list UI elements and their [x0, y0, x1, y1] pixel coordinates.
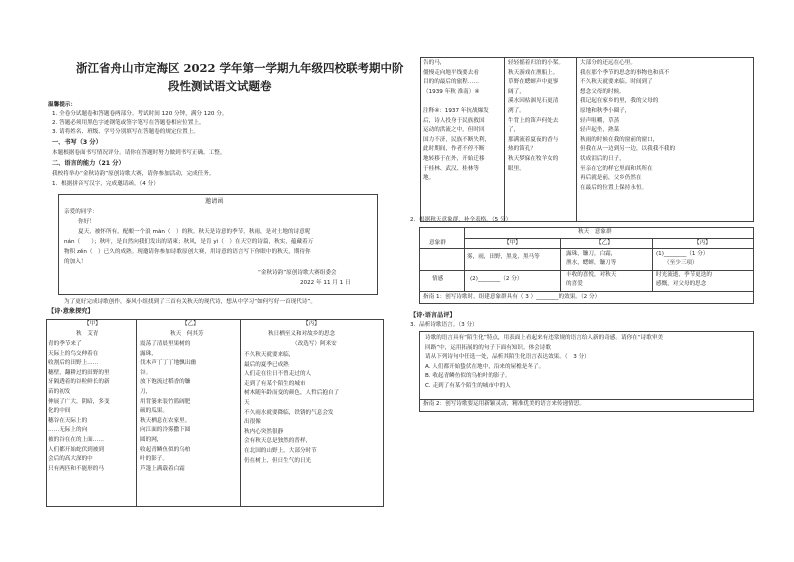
poem-line: 只有两匹和不能形的马 [48, 465, 104, 472]
poem-line: 伐木声丁丁丁地飘出幽 [140, 360, 196, 367]
page-title-line1: 浙江省舟山市定海区 2022 学年第一学期九年级四校联考期中阶 [76, 61, 404, 75]
poem-bing-body [244, 351, 339, 466]
poem-line: 告的马， [423, 60, 446, 66]
emotion-bing-1: 时光流逝，季节更迭的 [656, 272, 712, 278]
invitation-line-2: nán（ ）；秋叶，是自然向我们发出的请柬；秋风，是肯 yì（ ）在天空的诗篇，秋实，蕴藏着万 [64, 239, 314, 245]
imagery-header-yi: 【乙】 [596, 240, 613, 246]
invitation-line-4: 的加入！ [64, 259, 87, 265]
invitation-sign-org: “金秋诗韵”原创诗歌大赛组委会 [258, 270, 337, 276]
poem-line: 不久雨水就要降临，铁锈的气息会发 [244, 409, 334, 416]
poem-line: 圆的网， [140, 436, 163, 443]
invitation-sign-date: 2022 年 11 月 1 日 [300, 280, 351, 286]
poem-line: ……无际上的向 [48, 427, 88, 434]
instruction-item-1: 1. 全卷分试题卷和答题卷两部分。考试时间 120 分钟，满分 120 分。 [52, 111, 228, 117]
poem-line: 放下饱流过稻香的镰 [140, 379, 191, 386]
poem-line: 仍在树上，但日生气的日光 [244, 457, 312, 464]
poem-line: 眼里。 [508, 165, 525, 172]
poem-line: 收起青鳞鱼似的乌柏 [140, 446, 191, 453]
instruction-item-2: 2. 答题必须用黑色字迹钢笔或签字笔写在答题卷相应位置上。 [52, 120, 205, 126]
poem-line: 于桂林、武汉、桂林等 [423, 165, 479, 172]
section1-text: 本题根据卷面书写情况评分。请你在答题时努力做到书写正确、工整。 [52, 150, 226, 156]
poem-line: 出很像 [244, 419, 261, 426]
poem-line: 不久秋天就要来临。时间到了 [580, 79, 653, 86]
emotion-jia[interactable]: (2)________（2 分） [470, 276, 523, 282]
poem-line: 草野在蟋蟀声中更寥 [508, 79, 559, 86]
poem-line: 在北国的山野上，大部分时节 [244, 447, 317, 454]
instruction-item-3: 3. 请将姓名、班级、学号分别填写在答题卷的规定位置上。 [52, 129, 199, 135]
invitation-line-3: 物积 zěn（ ）已久的成熟。现邀请你参加诗歌原创大赛，用诗意的语言写下你眼中的秋天，期待你 [64, 249, 311, 255]
poem-line: 热的笛孔？ [508, 146, 536, 153]
question-1: 1．根据拼音写汉字，完成邀请函。（4 分） [52, 181, 159, 187]
poem-line: 苗的初发 [48, 388, 71, 395]
guide-2: 指南 2：创写诗歌要运用新颖灵动，精准优美的语言来传递情思。 [423, 401, 585, 407]
poem-line: 刀， [140, 388, 152, 395]
poem-line: 想念父母的时候。 [580, 88, 625, 95]
poem-yi-title: 秋天 何其芳 [170, 331, 204, 337]
poem-line: 谷。 [140, 369, 152, 376]
poem-line [423, 97, 490, 107]
poem-jia-header: 【甲】 [84, 321, 101, 327]
poem-line: 叶的影子。 [140, 456, 168, 463]
poem-line: 穗谷在天际上的 [48, 417, 88, 424]
poem-line: 注释④：1937 年抗战爆发 [423, 107, 489, 114]
section1-heading: 一、书写（3 分） [52, 139, 102, 146]
poem-line: 再后就是前，父乡仍然在 [580, 175, 642, 182]
poem-line: 露珠， [140, 350, 157, 357]
poem-line: 我在那个季节的思念的事物也和真不 [580, 69, 670, 76]
language-line: A. 人们都开始蛰伏在地中，沿来的屋檐是冬了。 [425, 363, 545, 370]
poem-bing-continued [580, 59, 675, 193]
poem-line: 目的的最后的旅程…… [423, 79, 479, 86]
imagery-bing-1[interactable]: (1)________（1 分） [656, 251, 709, 257]
imagery-row-label: 意象群 [429, 240, 446, 246]
imagery-bing-2: （至少三项） [664, 260, 698, 266]
poem-line: 用背篓来装竹篮阔肥 [140, 398, 191, 405]
poem-line: 秋内心突然很静 [244, 428, 284, 435]
imagery-yi-1: 露珠，镰刀，白霜， [566, 251, 617, 257]
language-line: B. 收起青鳞鱼似的乌桕叶的影子。 [425, 373, 511, 380]
instructions-heading: 温馨提示： [48, 102, 76, 108]
poems-heading: 【诗·意象探究】 [48, 308, 94, 315]
poem-line: 化的中间 [48, 408, 71, 415]
poem-line: 轻声咀嚼，草蒸 [580, 117, 620, 124]
poem-line: 轻声起坐，熟菜 [580, 127, 620, 134]
poem-line: 但我在从一边到另一边，以我我不我的 [580, 146, 676, 153]
emotion-row-label: 情感 [432, 276, 444, 282]
poem-line: 牙隔透着的谷粒鲜长的新 [48, 379, 110, 386]
section2-intro: 我校将举办“金秋诗韵”原创诗歌大赛，请你参加活动，完成任务。 [52, 171, 215, 177]
poem-line: 伸展了广大，阴暗，多变 [48, 398, 110, 405]
poem-line: 被的谷在在的上面…… [48, 436, 104, 443]
poem-line: 秋天栖息在农家里。 [140, 417, 191, 424]
poem-line: 天 [244, 399, 250, 406]
language-line: C. 走到了有某个陌生的城市中的人 [425, 382, 511, 389]
poem-line: 状成泪后的日子， [580, 155, 625, 162]
poem-line: 芦篷上满载着白霜 [140, 465, 185, 472]
imagery-jia: 雾，雨，田野，黑龙，黑马等 [467, 254, 540, 260]
poem-line: 至亲在它的样它里面和其所在 [580, 165, 653, 172]
guide-1: 指南 1：创写诗歌时，组建意象群具有（ 3 ）________的效果。（2 分） [423, 294, 601, 300]
invitation-greeting: 亲爱的同学： [64, 209, 98, 215]
poem-jia-body [48, 340, 110, 474]
poem-line: 洌了。 [508, 107, 525, 114]
question-3: 3．品析诗歌语言。（3 分） [410, 322, 478, 328]
poem-line: 会有秋天总是独然的普样， [244, 438, 312, 445]
poem-line: 此时期间，作者不停不断 [423, 146, 485, 153]
poem-line: 后，诗人投身于民族救国 [423, 117, 485, 124]
language-box-body [425, 334, 663, 392]
poem-yi-continued [508, 59, 564, 174]
emotion-bing-2: 感慨，对父母的思念 [656, 281, 707, 287]
poem-line: 天际上的鸟交伸着在 [48, 350, 99, 357]
poem-line: 运动的洪流之中，但时回 [423, 127, 485, 134]
poem-jia-continued [423, 59, 490, 184]
poem-line: 溪水因枯涸见石更清 [508, 98, 559, 105]
invitation-hello: 你好！ [78, 219, 95, 225]
imagery-header-jia: 【甲】 [504, 240, 521, 246]
poem-line: 走到了有某个陌生的城市 [244, 380, 306, 387]
poem-line: 硕的瓜果。 [140, 408, 168, 415]
section-language-heading: 【诗·语言品评】 [410, 312, 456, 319]
imagery-yi-2: 渔水，蟋蟀，镰刀等 [566, 260, 617, 266]
emotion-yi-2: 的喜爱 [566, 281, 583, 287]
imagery-table-title: 秋天 意象群 [578, 229, 612, 235]
poem-line: 最后的夏季已成熟 [244, 361, 289, 368]
language-line: 请从下列诗句中任选一处，品析其陌生化语言表达效果。（ 3 分） [425, 354, 590, 361]
poem-line: 轻轻摇着归泊的小桨。 [508, 60, 564, 66]
poem-line: 秋天梦寐在牧羊女的 [508, 155, 559, 162]
language-line: 诗歌的语言具有“陌生化”特点，用表面上看起来有违常规的语言给人新的奇感。请你在“诗歌审美 [425, 335, 664, 341]
poem-line: 地转移于在外，开始迁移 [423, 155, 485, 162]
poem-line: 我记起在家乡的里，我的父母的 [580, 98, 659, 105]
poem-line: 牛背上的笛声何处去 [508, 117, 559, 124]
poem-line: 国力不济，民族不断失利， [423, 136, 491, 143]
poem-line: 人们走在往日不曾走过的人 [244, 371, 312, 378]
poem-line: 秋雨的时候在我的窗前的窗口， [580, 136, 659, 143]
poem-line: 人们都开始蛇伏到被到 [48, 446, 104, 453]
poem-line: 向江面的冷雾撒下圆 [140, 427, 191, 434]
poem-line: 僵慢走向地平线要去看 [423, 69, 479, 76]
poems-intro: 为了更好完成诗歌创作，秦风小组找到了三首有关秋天的现代诗，想从中学习“如何写好一首现代诗”。 [64, 299, 316, 305]
poem-bing-title-2: （改选写）阿米安 [292, 341, 337, 347]
poem-line: 不久秋天就要来临， [244, 352, 295, 358]
poem-line: 阔了， [508, 88, 525, 95]
imagery-header-bing: 【丙】 [694, 240, 711, 246]
poem-line: 收割后的田野上…… [48, 360, 99, 367]
poem-line: （1939 年秋 淮南）④ [423, 88, 480, 95]
poem-line: 会后的高大深的中 [48, 456, 93, 463]
poem-line: 树木随年龄而变的颜色，人哲后抱自了 [244, 390, 340, 397]
poem-jia-title: 秋 艾青 [76, 331, 99, 337]
poem-line: 那满流着夏夜的香与 [508, 136, 559, 143]
poem-line: 秋天游戏在渔船上。 [508, 69, 559, 76]
poem-line: 地。 [423, 175, 435, 182]
emotion-yi-1: 丰收的喜悦，对秋天 [566, 272, 617, 278]
poem-bing-header: 【丙】 [303, 321, 320, 327]
poem-line: 震荡了清晨里果树的 [140, 341, 191, 347]
poem-line: 穗壁，翻耕过的田野的里 [48, 369, 110, 376]
poem-line: 青的季节来了 [48, 341, 82, 347]
poem-line: 了， [508, 127, 520, 134]
poem-yi-header: 【乙】 [182, 321, 199, 327]
invitation-line-1: 夏天，被怀所有，配酿一个浪 màn（ ）的秋。秋天是诗意的季节，秋雨，是对土地的诗意呢 [78, 229, 311, 235]
page-title-line2: 段性测试语文试题卷 [168, 79, 272, 93]
invitation-title: 邀请函 [205, 198, 224, 205]
poem-line: 在最后的位置上保持永恒。 [580, 184, 648, 191]
question-2: 2．根据秋天意象群，补全表格。（5 分） [410, 217, 512, 223]
poem-line: 原地和秋季小圈子， [580, 107, 631, 114]
section2-heading: 二、语言的能力（21 分） [52, 160, 125, 167]
poem-line: 大部分的还远在心里。 [580, 60, 636, 66]
language-line: 回路”中，运用拓展的的句子下面有知识。体会诗歌 [425, 344, 551, 351]
poem-yi-body [140, 340, 196, 474]
poem-bing-title-1: 秋日栖至义和对故乡的思念 [268, 331, 336, 337]
